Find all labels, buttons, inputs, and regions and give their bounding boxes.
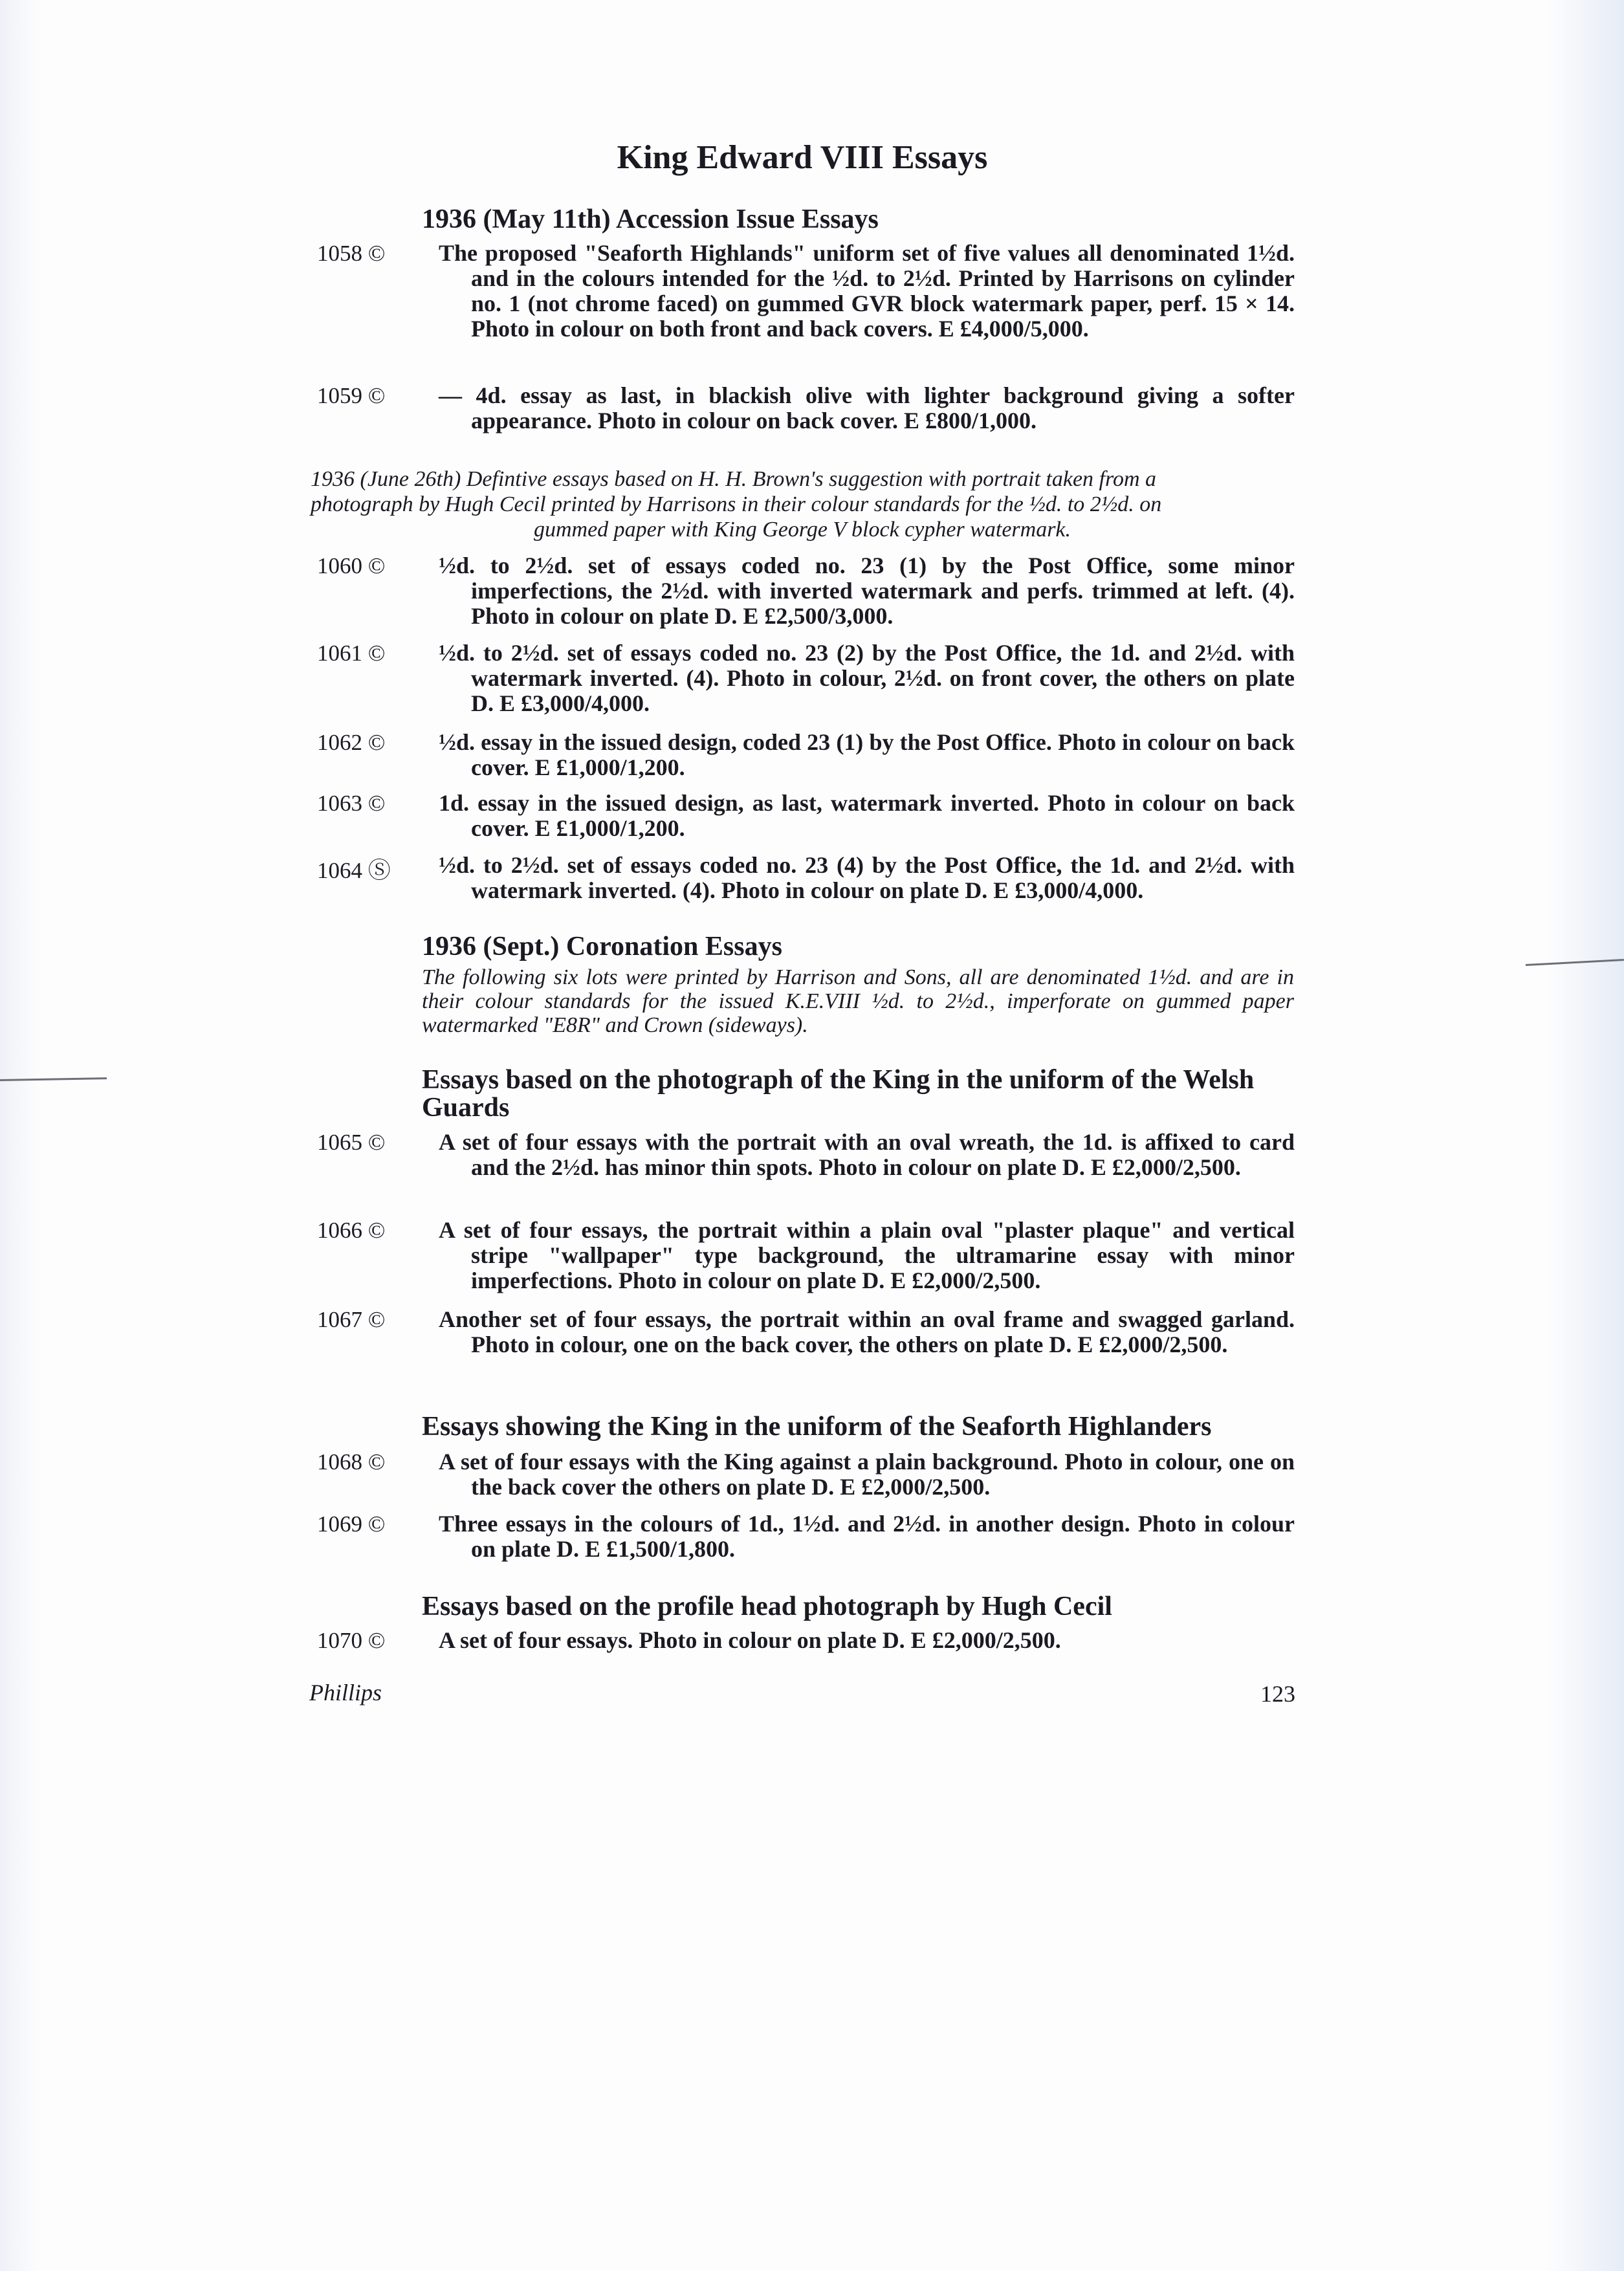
definitive-note-line-2: photograph by Hugh Cecil printed by Harrisons in their colour standards for the ½d. to 2½d. on <box>311 492 1162 516</box>
lot-number: 1060 © <box>317 553 386 578</box>
lot-number: 1059 © <box>317 383 386 408</box>
section-heading-profile: Essays based on the profile head photograph by Hugh Cecil <box>422 1592 1112 1621</box>
lot-number: 1062 © <box>317 730 386 755</box>
page-number: 123 <box>1260 1681 1295 1707</box>
page-title: King Edward VIII Essays <box>617 139 988 176</box>
coronation-note: The following six lots were printed by Harrison and Sons, all are denominated 1½d. and are in their colour standards for the issued K.E.VIII ½d. to 2½d., imperforate on gummed paper watermarked "E8R" and Crown (sideways). <box>422 965 1294 1037</box>
lot-description: ½d. to 2½d. set of essays coded no. 23 (1) by the Post Office, some minor imperfections, the 2½d. with inverted watermark and perfs. trimmed at left. (4). Photo in colour on plate D. E £2,500/3,000. <box>439 553 1295 629</box>
section-heading-accession: 1936 (May 11th) Accession Issue Essays <box>422 204 879 234</box>
scan-edge-shadow-left <box>0 0 39 2271</box>
lot-description: A set of four essays, the portrait within a plain oval "plaster plaque" and vertical stripe "wallpaper" type background, the ultramarine essay with minor imperfections. Photo in colour on plate D. E £2,000/2,500. <box>439 1217 1295 1293</box>
footer-publisher: Phillips <box>309 1680 382 1706</box>
definitive-note-line-3: gummed paper with King George V block cypher watermark. <box>533 518 1071 542</box>
definitive-note-line-1: 1936 (June 26th) Defintive essays based on H. H. Brown's suggestion with portrait taken from a <box>311 467 1157 491</box>
section-heading-coronation: 1936 (Sept.) Coronation Essays <box>422 932 782 961</box>
lot-description: ½d. essay in the issued design, coded 23 (1) by the Post Office. Photo in colour on back cover. E £1,000/1,200. <box>439 729 1295 780</box>
lot-number: 1069 © <box>317 1511 386 1537</box>
lot-number: 1064 Ⓢ <box>317 858 391 883</box>
lot-description: ½d. to 2½d. set of essays coded no. 23 (2) by the Post Office, the 1d. and 2½d. with watermark inverted. (4). Photo in colour, 2½d. on front cover, the others on plate D. E £3,000/4,000. <box>439 640 1295 716</box>
lot-description: — 4d. essay as last, in blackish olive with lighter background giving a softer appearance. Photo in colour on back cover. E £800/1,000. <box>439 382 1295 433</box>
section-heading-seaforth: Essays showing the King in the uniform of the Seaforth Highlanders <box>422 1412 1212 1442</box>
lot-number: 1070 © <box>317 1628 386 1653</box>
lot-number: 1067 © <box>317 1307 386 1332</box>
lot-number: 1063 © <box>317 791 386 816</box>
lot-number: 1061 © <box>317 641 386 666</box>
lot-description: ½d. to 2½d. set of essays coded no. 23 (4) by the Post Office, the 1d. and 2½d. with watermark inverted. (4). Photo in colour on plate D. E £3,000/4,000. <box>439 852 1295 903</box>
lot-description: A set of four essays with the portrait with an oval wreath, the 1d. is affixed to card and the 2½d. has minor thin spots. Photo in colour on plate D. E £2,000/2,500. <box>439 1129 1295 1180</box>
scan-edge-shadow <box>1546 0 1624 2271</box>
section-heading-welsh-guards: Essays based on the photograph of the King in the uniform of the Welsh Guards <box>422 1065 1255 1123</box>
lot-description: A set of four essays with the King against a plain background. Photo in colour, one on the back cover the others on plate D. E £2,000/2,500. <box>439 1449 1295 1500</box>
lot-number: 1058 © <box>317 241 386 266</box>
lot-description: Another set of four essays, the portrait within an oval frame and swagged garland. Photo in colour, one on the back cover, the others on plate D. E £2,000/2,500. <box>439 1306 1295 1357</box>
lot-description: The proposed "Seaforth Highlands" uniform set of five values all denominated 1½d. and in the colours intended for the ½d. to 2½d. Printed by Harrisons on cylinder no. 1 (not chrome faced) on gummed GVR block watermark paper, perf. 15 × 14. Photo in colour on both front and back covers. E £4,000/5,000. <box>439 240 1295 342</box>
lot-number: 1066 © <box>317 1218 386 1243</box>
lot-description: 1d. essay in the issued design, as last, watermark inverted. Photo in colour on back cover. E £1,000/1,200. <box>439 790 1295 841</box>
lot-description: A set of four essays. Photo in colour on plate D. E £2,000/2,500. <box>439 1627 1061 1653</box>
lot-description: Three essays in the colours of 1d., 1½d. and 2½d. in another design. Photo in colour on plate D. E £1,500/1,800. <box>439 1511 1295 1562</box>
lot-number: 1068 © <box>317 1449 386 1475</box>
lot-number: 1065 © <box>317 1130 386 1155</box>
